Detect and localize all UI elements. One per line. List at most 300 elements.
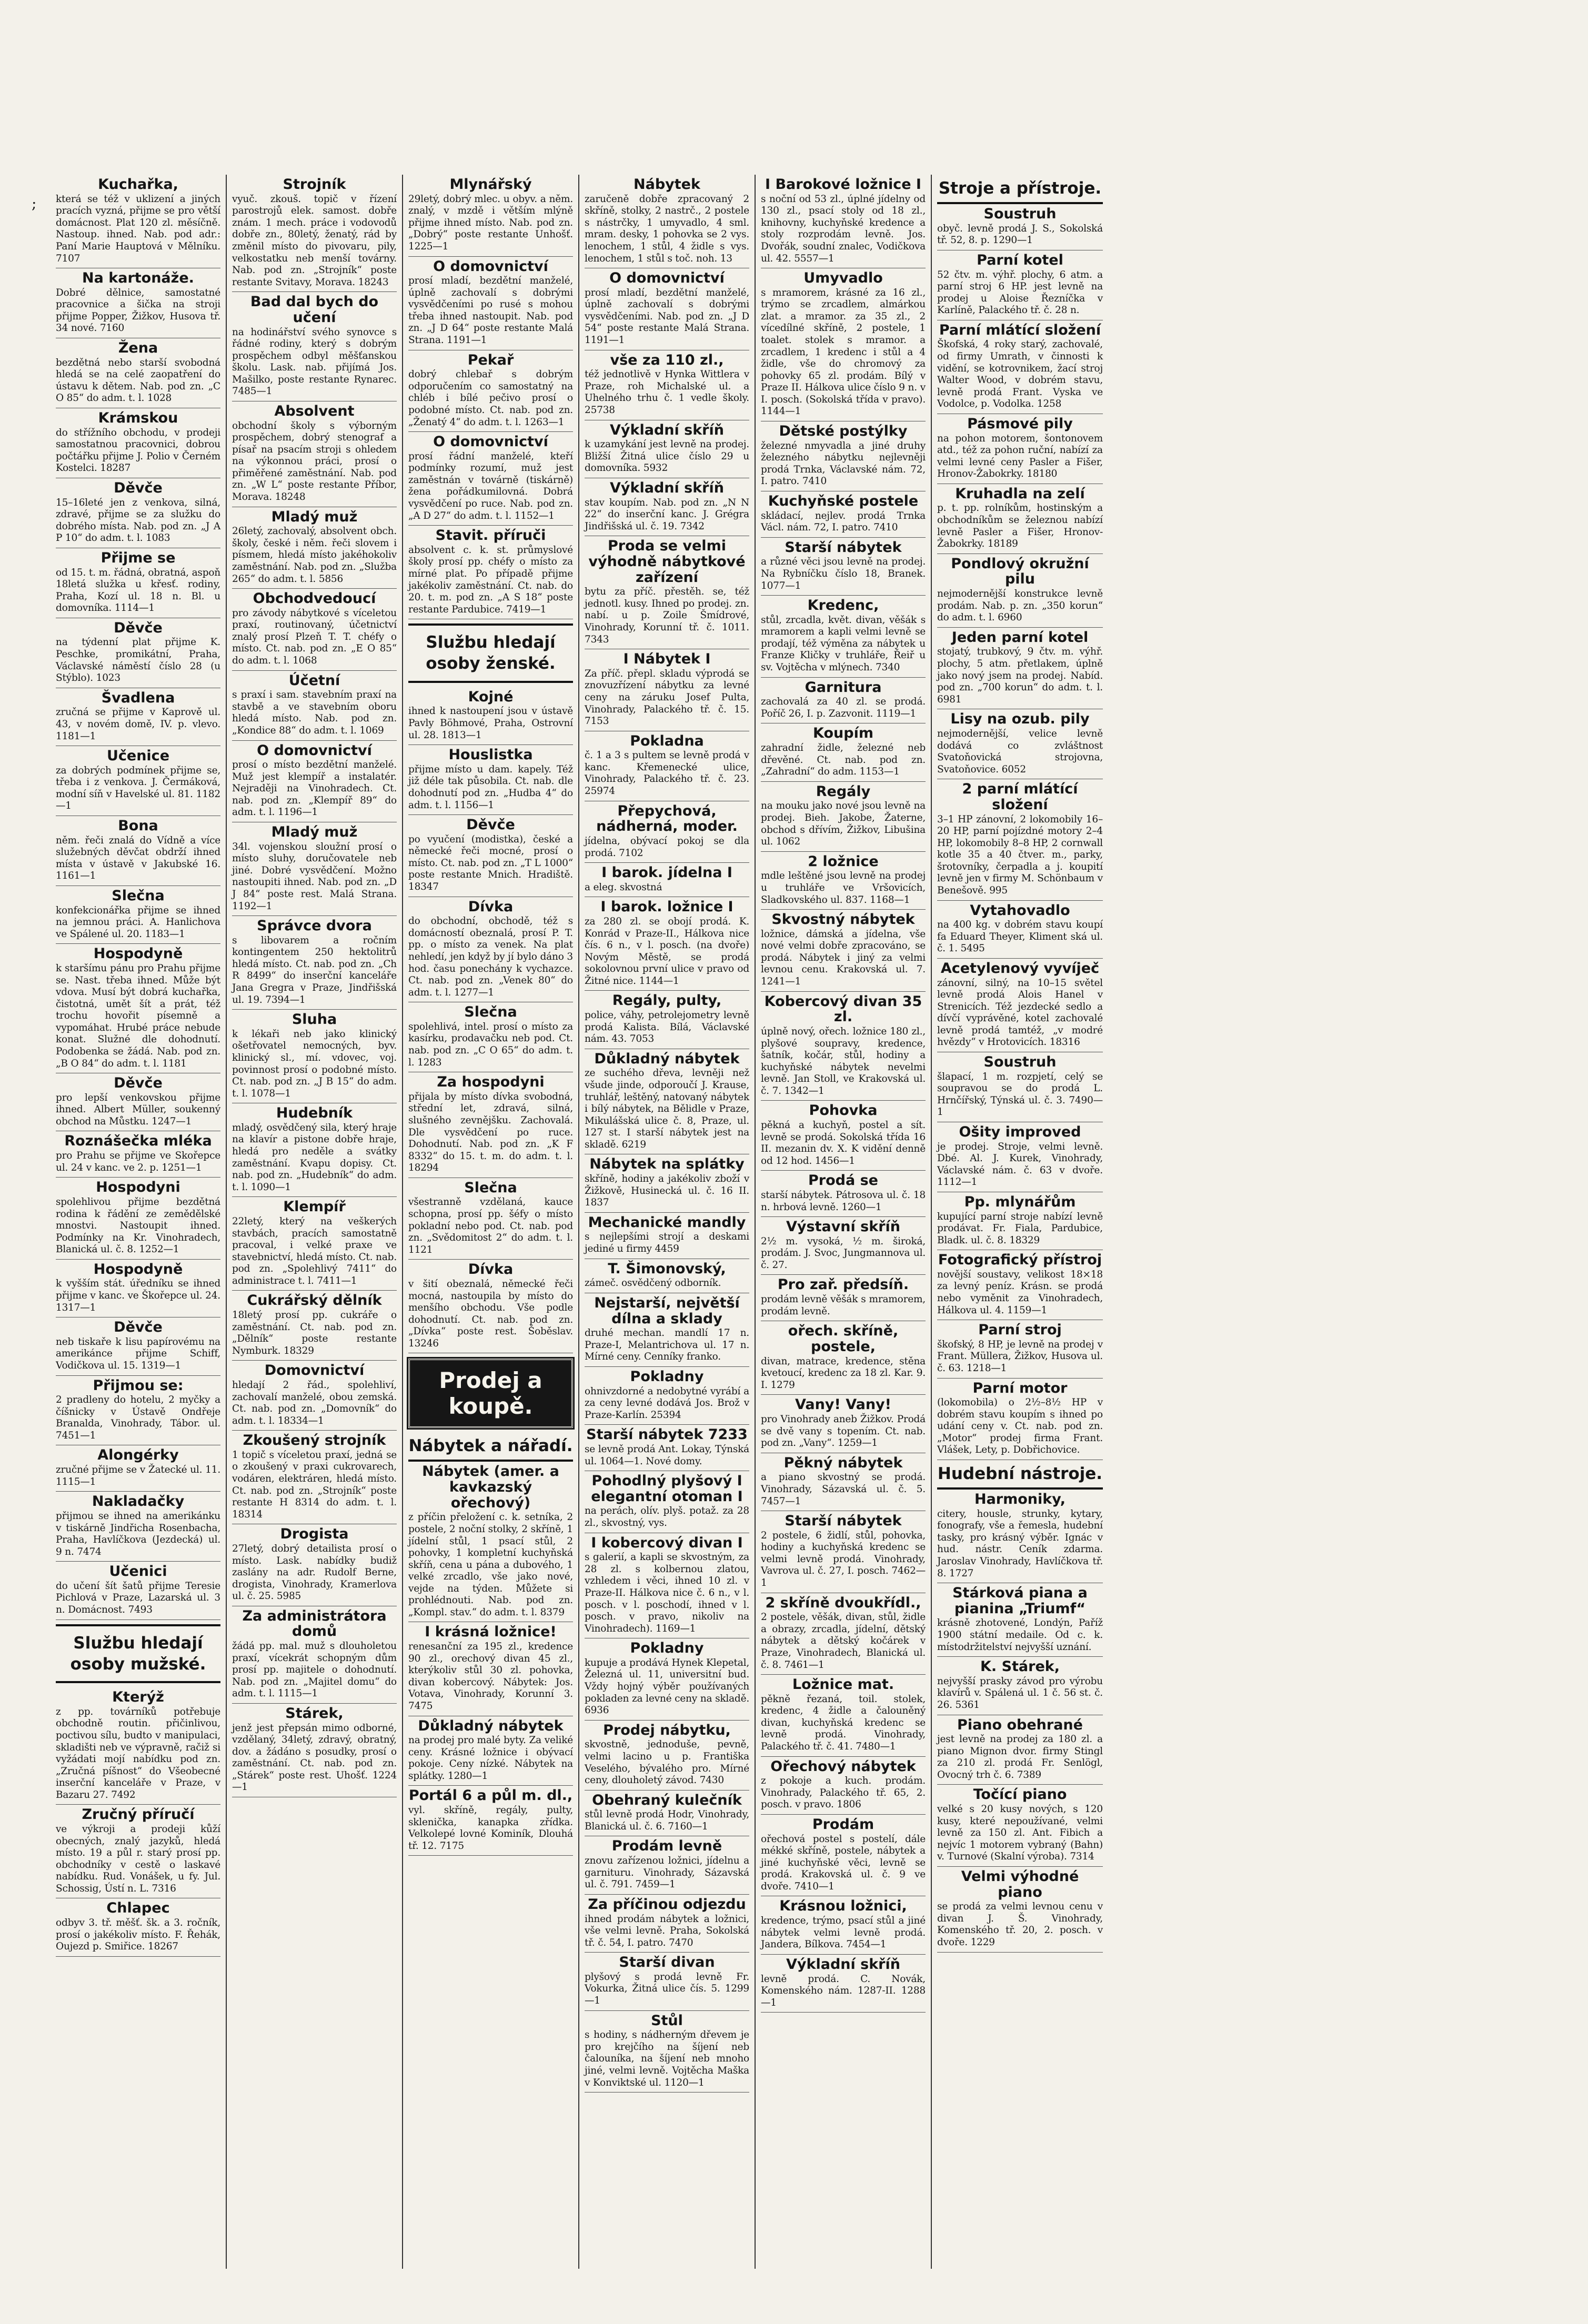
classified-ad	[761, 1275, 926, 1321]
ad-text: stojatý, trubkový, 9 čtv. m. výhř. plochy, 5 atm. přetlakem, úplně jako nový jsem na prodej. Nabíd. pod zn. „700 korun“ do adm. t. l. 6981	[937, 646, 1103, 705]
ad-title: Stárek,	[285, 1705, 344, 1722]
ad-text: stůl levně prodá Hodr, Vinohrady, Blanická ul. č. 6. 7160—1	[585, 1809, 749, 1832]
ad-text: znovu zařízenou ložnici, jídelnu a garnituru. Vinohrady, Sázavská ul. č. 791. 7459—1	[585, 1855, 749, 1890]
ad-text: mladý, osvědčený sila, který hraje na klavír a pistone dobře hraje, hledá pro neděle a svátky zaměstnání. Kvapu dopisy. Ct. nab. pod zn. „Hudebník“ do adm. t. l. 1090—1	[232, 1122, 397, 1193]
classified-ad	[232, 1431, 397, 1524]
ad-title: Přijmou se:	[93, 1377, 184, 1394]
ad-title: Bad dal bych do učení	[250, 294, 379, 326]
ad-text: škofský, 8 HP, je levně na prodej v Frant. Müllera, Žižkov, Husova ul. č. 63. 1218—1	[937, 1339, 1103, 1374]
ad-title: Hudebník	[276, 1105, 353, 1122]
margin-mark: ;	[32, 195, 37, 212]
ad-text: starší nábytek. Pátrosova ul. č. 18 n. hrbová levně. 1260—1	[761, 1189, 926, 1213]
classified-ad	[937, 1250, 1103, 1320]
ad-title: Pp. mlynářům	[964, 1193, 1076, 1210]
category-heading: Nábytek a nářadí.	[408, 1432, 573, 1462]
classified-ad	[937, 779, 1103, 900]
ad-text: s praxí i sam. stavebním praxí na stavbě a ve stavebním oboru hledá místo. Nab. pod zn. „Kondice 88“ do adm. t. l. 1069	[232, 689, 397, 736]
ad-title: Drogista	[280, 1526, 349, 1543]
classified-ad	[408, 687, 573, 745]
classified-ad	[585, 420, 749, 478]
classified-ad	[232, 1103, 397, 1197]
classified-ad	[56, 688, 220, 746]
ad-title: Nakladačky	[92, 1493, 185, 1510]
ad-title: Zručný příručí	[82, 1806, 195, 1823]
classified-ad	[937, 1490, 1103, 1583]
classified-ad	[761, 723, 926, 781]
ad-title: Absolvent	[274, 403, 355, 419]
ad-text: ihned prodám nábytek a ložnici, vše velmi levně. Praha, Sokolská tř. č. 54, I. patro. 7470	[585, 1913, 749, 1948]
ad-text: velké s 20 kusy nových, s 120 kusy, které nepoužívané, velmi levně za 150 zl. Ant. Fibich a nejvíc 1 motorem vybraný (Bahn) v. Turnové (Skalní výroba). 7314	[937, 1804, 1103, 1863]
classified-ad	[937, 484, 1103, 554]
classified-ad	[56, 478, 220, 548]
ad-text: police, váhy, petrolejometry levně prodá Kalista. Bílá, Václavské nám. 43. 7053	[585, 1010, 749, 1045]
ad-title: Výstavní skříň	[786, 1219, 900, 1235]
ad-title: Učenice	[106, 748, 170, 764]
ad-text: k lékaři neb jako klinický ošetřovatel nemocných, byv. klinický sl., mí. vdovec, voj. povinnost prosí o podobné místo. Ct. nab. pod zn. „J B 15“ do adm. t. l. 1078—1	[232, 1028, 397, 1099]
classified-ad	[761, 1453, 926, 1511]
ad-title: Chlapec	[106, 1900, 170, 1917]
ad-title: Cukrářský dělník	[247, 1292, 382, 1309]
ad-title: Učenici	[109, 1563, 167, 1580]
ad-text: Škofská, 4 roky starý, zachovalé, od firmy Umrath, v činnosti k vidění, se kotrovnikem, žací stroj Walter Wood, v dobrém stavu, levně prodá Frant. Vyska ve Vodolce, p. Vodolka. 1258	[937, 339, 1103, 410]
ad-text: ložnice, dámská a jídelna, vše nové velmi dobře zpracováno, se prodá. Nábytek i jiný za velmi levnou cenu. Krakovská ul. 7. 1241—1	[761, 928, 926, 987]
ad-title: I Nábytek I	[623, 651, 711, 668]
classified-ad	[56, 1687, 220, 1805]
ad-title: I Barokové ložnice I	[765, 176, 921, 193]
classified-ad	[232, 1361, 397, 1431]
ad-text: na prodej pro malé byty. Za veliké ceny. Krásné ložnice i obývací pokoje. Ceny nízké. Nábytek na splátky. 1280—1	[408, 1735, 573, 1782]
classified-ad	[761, 1896, 926, 1954]
ad-title: Kuchyňské postele	[768, 492, 919, 509]
classified-ad	[408, 432, 573, 526]
ad-text: kupuje a prodává Hynek Klepetal, Železná ul. 11, universitní bud. Vždy hojný výběr používaných pokladen za levné ceny na skladě. 6936	[585, 1657, 749, 1716]
classified-ad	[585, 1293, 749, 1367]
ad-text: skládací, nejlev. prodá Trnka Václ. nám. 72, I. patro. 7410	[761, 510, 926, 534]
ad-title: Nejstarší, největší dílna a sklady	[594, 1294, 740, 1327]
ad-text: pro lepší venkovskou přijme ihned. Albert Müller, soukenný obchod na Můstku. 1247—1	[56, 1092, 220, 1127]
classified-ad	[937, 1052, 1103, 1122]
ad-text: k uzamykání jest levně na prodej. Bližší Žitná ulice číslo 29 u domovníka. 5932	[585, 439, 749, 474]
ad-text: jest levně na prodej za 180 zl. a piano Mignon dvor. firmy Stingl za 210 zl. prodá Fr. Senlögl, Ovocný trh č. 6. 7389	[937, 1734, 1103, 1780]
ad-text: 2 postele, 6 židlí, stůl, pohovka, hodiny a kuchyňská kredenc se velmi levně prodá. Vinohrady, Vavrova ul. č. 27, I. posch. 7462—1	[761, 1530, 926, 1588]
classified-ad	[937, 414, 1103, 484]
classified-ad	[232, 1197, 397, 1291]
classified-ad	[585, 175, 749, 268]
ad-text: do obchodní, obchodě, též s domácností obeznalá, prosí P. T. pp. o místo za venek. Na plat nehledí, jen když by jí bylo dáno 3 hod. času ponechány k vychazce. Ct. nab. pod zn. „Venek 80“ do adm. t. l. 1277—1	[408, 915, 573, 998]
ad-title: Stůl	[651, 2012, 683, 2029]
classified-ad	[56, 1445, 220, 1492]
classified-ad	[56, 1131, 220, 1178]
classified-ad	[56, 816, 220, 886]
ad-title: Nábytek na splátky	[589, 1156, 745, 1173]
ad-title: Acetylenový vyvíječ	[940, 960, 1100, 977]
classified-ad	[232, 1704, 397, 1797]
classified-ad	[585, 731, 749, 801]
ad-title: I barok. jídelna I	[601, 864, 732, 881]
ad-title: Kojné	[468, 688, 514, 705]
classified-ad	[937, 959, 1103, 1052]
ad-title: O domovnictví	[609, 270, 725, 287]
ad-title: Kredenc,	[807, 597, 879, 614]
ad-title: Garnitura	[805, 679, 882, 696]
ad-title: Starší nábytek 7233	[586, 1426, 748, 1443]
section-banner: Prodej a koupě.	[408, 1359, 573, 1428]
ad-text: z pokoje a kuch. prodám. Vinohrady, Palackého tř. 65, 2. posch. v pravo. 1806	[761, 1775, 926, 1810]
section-heading: Službu hledají osoby mužské.	[56, 1624, 220, 1684]
classified-ad	[585, 1790, 749, 1837]
ad-text: ohnivzdorné a nedobytné vyrábí a za ceny levné dodává Jos. Brož v Praze-Karlín. 25394	[585, 1385, 749, 1421]
ad-title: Pásmové pily	[967, 415, 1073, 432]
classified-ad	[761, 491, 926, 538]
ad-title: Prodám levně	[611, 1838, 722, 1855]
ad-text: po vyučení (modistka), české a německé řeči mocné, prosí o místo. Ct. nab. pod zn. „T L 1000“ poste restante Mnich. Hradiště. 18347	[408, 833, 573, 893]
classified-ad	[56, 1562, 220, 1619]
ad-text: přijala by místo dívka svobodná, střední let, zdravá, silná, slušného zevnějšku. Zachovalá. Dle vysvědčení po ruce. Dohodnutí. Nab. pod zn. „K F 8332“ do 15. t. m. do adm. t. l. 18294	[408, 1091, 573, 1174]
ad-text: na 400 kg. v dobrém stavu koupí fa Eduard Theyer, Kliment ská ul. č. 1. 5495	[937, 919, 1103, 954]
column-5	[756, 175, 932, 2269]
ad-text: kupující parní stroje nabízí levně prodávat. Fr. Fiala, Pardubice, Bladk. ul. č. 8. 18329	[937, 1211, 1103, 1246]
ad-text: něm. řeči znalá do Vídně a více služebných děvčat obdrží ihned místa v ústavě v Jakubské 16. 1161—1	[56, 834, 220, 882]
ad-title: K. Stárek,	[980, 1658, 1060, 1675]
classified-ad	[937, 204, 1103, 250]
ad-title: Lisy na ozub. pily	[950, 711, 1090, 728]
ad-title: Roznášečka mléka	[64, 1133, 212, 1150]
ad-text: skvostně, jednoduše, pevně, velmi lacino u p. Františka Veselého, bývalého pro. Mírné ceny, dlouholetý závod. 7430	[585, 1739, 749, 1786]
ad-title: Vytahovadlo	[970, 902, 1070, 919]
ad-title: Prodám	[812, 1816, 875, 1833]
ad-title: Přijme se	[100, 549, 176, 566]
classified-ad	[585, 1638, 749, 1721]
ad-text: s libovarem a ročním kontingentem 250 hektolitrů hledá místo. Ct. nab. pod zn. „Ch R 8499“ do inserční kanceláře Jana Gregra v Praze, Jindřišská ul. 19. 7394—1	[232, 934, 397, 1005]
ad-text: 52 čtv. m. výhř. plochy, 6 atm. a parní stroj 6 HP. jest levně na prodej u Aloise Řezníčka v Karlíně, Palackého tř. č. 28 n.	[937, 269, 1103, 316]
ad-text: 18letý prosí pp. cukráře o zaměstnání. Ct. nab. pod zn. „Dělník“ poste restante Nymburk. 18329	[232, 1310, 397, 1356]
ad-text: krásně zhotovené, Londýn, Paříž 1900 státní medaile. Od c. k. místodržitelství nejvyšší uznání.	[937, 1617, 1103, 1653]
ad-text: zahradní židle, železné neb dřevěné. Ct. nab. pod zn. „Zahradní“ do adm. 1153—1	[761, 742, 926, 778]
ad-title: Stavit. příruči	[435, 527, 546, 544]
ad-text: č. 1 a 3 s pultem se levně prodá v kanc. Křemenecké ulice, Vinohrady, Palackého tř. č. 23. 25974	[585, 750, 749, 797]
ad-text: s noční od 53 zl., úplné jídelny od 130 zl., psací stoly od 18 zl., knihovny, kuchyňské kredence a stoly rozprodám levně. Jos. Dvořák, soudní znalec, Vodičkova ul. 42. 5557—1	[761, 193, 926, 264]
ad-title: I krásná ložnice!	[425, 1624, 557, 1641]
ad-text: nejvyšší prasky závod pro výrobu klavírů v. Spálená ul. 1 č. 56 st. č. 26. 5361	[937, 1675, 1103, 1711]
ad-title: Pro zař. předsíň.	[777, 1276, 909, 1293]
ad-text: jídelna, obývací pokoj se dla prodá. 7102	[585, 835, 749, 859]
ad-text: nejmodernější konstrukce levně prodám. Nab. p. zn. „350 korun“ do adm. t. l. 6960	[937, 588, 1103, 623]
ad-title: Mlynářský	[449, 176, 532, 193]
ad-text: na týdenní plat přijme K. Peschke, promikátní, Praha, Václavské náměstí číslo 28 (u Stýblo). 1023	[56, 637, 220, 684]
ad-text: ze suchého dřeva, levněji než všude jinde, odporoučí J. Krause, truhlář, leštěný, natovaný nábytek i bílý nábytek, na Bělidle v Praze, Mikulášská ulice č. 8, Praze, ul. 127 st. I starší nábytek jest na skladě. 6219	[585, 1068, 749, 1150]
ad-text: 27letý, dobrý detailista prosí o místo. Lask. nabídky budiž zaslány na adr. Rudolf Berne, drogista, Vinohrady, Kramerlova ul. č. 25. 5985	[232, 1543, 397, 1602]
ad-title: I kobercový divan I	[591, 1534, 743, 1551]
ad-title: Fotografický přístroj	[938, 1252, 1102, 1269]
ad-text: zachovalá za 40 zl. se prodá. Poříč 26, I. p. Zazvonit. 1119—1	[761, 696, 926, 719]
classified-ad	[761, 1217, 926, 1275]
ad-text: plyšový s prodá levně Fr. Vokurka, Žitná ulice čís. 5. 1299—1	[585, 1971, 749, 2006]
ad-title: Účetní	[288, 672, 340, 689]
ad-title: Dívka	[468, 1261, 514, 1278]
ad-title: Mladý muž	[271, 508, 358, 525]
ad-title: Ošity improved	[959, 1123, 1081, 1140]
classified-ad	[761, 1101, 926, 1171]
classified-ad	[937, 1867, 1103, 1953]
ad-text: bytu za příč. přestěh. se, též jednotl. kusy. Ihned po prodej. zn. nabí. u p. Zoile Šmídrové, Vinohrady, Korunní tř. č. 1011. 7343	[585, 586, 749, 645]
classified-ad	[937, 1657, 1103, 1715]
classified-ad	[585, 478, 749, 536]
ad-title: Děvče	[114, 1075, 163, 1092]
ad-title: Strojník	[283, 176, 346, 193]
classified-ad	[585, 1533, 749, 1639]
ad-text: na perách, olív. plyš. potaž. za 28 zl., skvostný, vys.	[585, 1505, 749, 1528]
classified-ad	[408, 175, 573, 257]
ad-text: dobrý chlebař s dobrým odporučením co samostatný na chléb i bílé pečivo prosí o podobné místo. Ct. nab. pod zn. „Ženatý 4“ do adm. t. l. 1263—1	[408, 369, 573, 428]
classified-ad	[585, 1721, 749, 1790]
classified-ad	[761, 910, 926, 992]
classified-ad	[408, 1622, 573, 1716]
ad-title: Soustruh	[983, 206, 1057, 222]
ad-text: žádá pp. mal. muž s dlouholetou praxí, vícekrát schopným dům prosí pp. majitele o dohodnutí. Nab. pod zn. „Majitel domu“ do adm. t. l. 1115—1	[232, 1641, 397, 1699]
ad-text: 3–1 HP zánovní, 2 lokomobily 16–20 HP, parní pojízdné motory 2–4 HP, lokomobily 8–8 HP, 2 cornwall kotle 35 a 40 čtver. m., parky, šrotovníky, čerpadla a j. koupití levně jen v firmy M. Schönbaum v Benešově. 995	[937, 813, 1103, 896]
ad-text: prosí mladí, bezdětní manželé, úplně zachovalí s dobrými vysvědčeními. Nab. pod zn. „J D 54“ poste restante Malá Strana. 1191—1	[585, 287, 749, 346]
ad-title: Přepychová, nádherná, moder.	[596, 802, 738, 835]
classified-ad	[408, 897, 573, 1003]
ad-title: I barok. ložnice I	[600, 899, 733, 915]
classified-ad	[56, 944, 220, 1073]
ad-title: Nábytek (amer. a kavkazský ořechový)	[422, 1463, 559, 1511]
ad-text: s hodiny, s nádherným dřevem je pro krejčího na šíjení neb čalouníka, na šíjení neb mnoho jiné, velmi levně. Vojtěcha Maška v Konviktské ul. 1120—1	[585, 2029, 749, 2088]
classified-ad	[232, 1606, 397, 1704]
classified-ad	[232, 401, 397, 507]
column-4	[579, 175, 756, 2269]
category-heading: Hudební nástroje.	[937, 1460, 1103, 1490]
ad-title: Slečna	[464, 1004, 517, 1021]
ad-title: Pokladny	[630, 1368, 704, 1385]
classified-ad	[761, 1321, 926, 1395]
classified-ad	[56, 1178, 220, 1260]
ad-title: Za administrátora domů	[242, 1607, 387, 1640]
classified-ad	[232, 507, 397, 589]
classified-ad	[408, 815, 573, 897]
ad-title: Hospodyni	[96, 1179, 180, 1196]
ad-title: Točící piano	[973, 1786, 1067, 1803]
classified-ad	[761, 175, 926, 268]
ad-text: prodám levně věšák s mramorem, prodám levně.	[761, 1294, 926, 1317]
ad-title: Vany! Vany!	[795, 1396, 891, 1413]
ad-title: Výkladní skříň	[786, 1956, 900, 1973]
ad-title: Kruhadla na zelí	[955, 485, 1085, 502]
ad-text: bezdětná nebo starší svobodná hledá se na celé zaopatření do ústavu k dětem. Nab. pod zn. „C O 85“ do adm. t. l. 1028	[56, 357, 220, 404]
ad-title: Obchodvedoucí	[253, 590, 376, 607]
classified-ad	[761, 538, 926, 596]
ad-title: Parní motor	[972, 1380, 1068, 1396]
ad-title: Děvče	[114, 619, 163, 636]
classified-ad	[937, 1379, 1103, 1461]
ad-text: novější soustavy, velikost 18×18 za levný peníz. Krásn. se prodá nebo vyměnit za Vinohradech, Hálkova ul. 4. 1159—1	[937, 1269, 1103, 1316]
ad-text: za dobrých podmínek přijme se, třeba i z venkova. J. Čermáková, modní síň v Havelské ul. 81. 1182—1	[56, 764, 220, 812]
classified-ad	[56, 1260, 220, 1317]
ad-text: odbyv 3. tř. měšť. šk. a 3. ročník, prosí o jakékoliv místo. F. Řehák, Oujezd p. Smiřice. 18267	[56, 1917, 220, 1953]
ad-title: T. Šimonovský,	[608, 1260, 726, 1277]
ad-text: pro Prahu se přijme ve Skořepce ul. 24 v kanc. ve 2. p. 1251—1	[56, 1150, 220, 1173]
ad-text: k staršímu pánu pro Prahu přijme se. Nast. třeba ihned. Může být vdova. Musí být dobrá kuchařka, čistotná, umět šít a prát, též trochu hovořit písemně a vypomáhat. Hrubé práce nebude konat. Služné dle dohodnutí. Podobenka se žádá. Nab. pod zn. „B O 84“ do adm. t. l. 1181	[56, 963, 220, 1069]
ad-title: Krásnou ložnici,	[779, 1898, 907, 1915]
ad-title: Portál 6 a půl m. dl.,	[408, 1787, 573, 1804]
classified-ad	[585, 1213, 749, 1259]
classified-ad	[585, 991, 749, 1049]
column-2	[227, 175, 403, 2269]
ad-text: s mramorem, krásné za 16 zl., trýmo se zrcadlem, almárkou zlat. a mramor. za 35 zl., 2 vícedílné skříně, 2 postele, 1 toalet. stolek s mramor. a zrcadlem, 1 kredenc i stůl a 4 židle, vše do chromový za pohovky 65 zl. prodám. Bílý v Praze II. Hálkova ulice číslo 9 n. v I. posch. (Sokolská třída v pravo). 1144—1	[761, 287, 926, 417]
classified-ad	[585, 1471, 749, 1533]
classified-ad	[56, 618, 220, 688]
ad-title: Žena	[118, 340, 158, 356]
ad-title: Nábytek	[634, 176, 700, 193]
ad-text: stav koupím. Nab. pod zn. „N N 22“ do inserční kanc. J. Grégra Jindřišská ul. č. 19. 7342	[585, 497, 749, 532]
classified-ad	[232, 292, 397, 401]
ad-text: 34l. vojenskou sloužní prosí o místo sluhy, doručovatele neb jiné. Dobré vysvědčení. Možno nastoupiti ihned. Nab. pod zn. „D J 84“ poste rest. Malá Strana. 1192—1	[232, 841, 397, 912]
ad-text: p. t. pp. rolníkům, hostinským a obchodníkům se železnou nabízí levně Pasler a Fišer, Hronov-Žabokrky. 18189	[937, 502, 1103, 550]
classified-ad	[56, 408, 220, 478]
category-heading: Stroje a přístroje.	[937, 175, 1103, 204]
ad-text: přijmou se ihned na amerikánku v tiskárně Jindřicha Rosenbacha, Praha, Havlíčkova (Jezdecká) ul. 9 n. 7474	[56, 1510, 220, 1557]
classified-ad	[56, 268, 220, 338]
classified-ad	[761, 421, 926, 491]
classified-ad	[937, 1583, 1103, 1657]
ad-title: Pokladna	[630, 732, 704, 749]
ad-title: Děvče	[114, 1319, 163, 1336]
classified-ad	[761, 1675, 926, 1757]
ad-title: Domovnictví	[264, 1362, 365, 1379]
classified-ad	[761, 1955, 926, 2013]
classified-ad	[585, 2011, 749, 2093]
ad-title: Obehraný kulečník	[592, 1792, 742, 1808]
ad-text: renesanční za 195 zl., kredence 90 zl., orechový divan 45 zl., kterýkoliv stůl 30 zl. pohovka, divan kobercový. Nábytek: Jos. Votava, Vinohrady, Korunní 3. 7475	[408, 1641, 573, 1712]
classified-ad	[761, 1395, 926, 1453]
ad-text: spolehlivou přijme bezdětná rodina k řádění ze zemědělské mnostvi. Nastoupit ihned. Podmínky na Kr. Vinohradech, Blanická ul. č. 8. 1252—1	[56, 1196, 220, 1255]
ad-text: neb tiskaře k lisu papírovému na amerikánce přijme Schiff, Vodičkova ul. 15. 1319—1	[56, 1336, 220, 1371]
column-1	[51, 175, 227, 2269]
ad-text: železné nmyvadla a jiné druhy železného nábytku nejlevněji prodá Trnka, Václavské nám. 72, I. patro. 7410	[761, 440, 926, 487]
ad-text: obchodní školy s výborným prospěchem, dobrý stenograf a písař na psacím stroji s ohledem na výkonnou práci, prosí o přiměřené zaměstnání. Nab. pod zn. „W L“ poste restante Příbor, Morava. 18248	[232, 420, 397, 502]
classified-ad	[585, 536, 749, 649]
ad-text: kredence, trýmo, psací stůl a jiné nábytek velmi levně prodá. Jandera, Bílkova. 7454—1	[761, 1915, 926, 1950]
ad-title: Prodá se	[808, 1172, 878, 1189]
ad-text: všestranně vzdělaná, kauce schopna, prosí pp. šéfy o místo pokladní nebo pod. Ct. nab. pod zn. „Svědomitost 2“ do adm. t. l. 1121	[408, 1196, 573, 1255]
ad-title: Zkoušený strojník	[243, 1432, 386, 1449]
ad-title: Regály	[816, 783, 871, 800]
classified-ad	[56, 338, 220, 408]
ad-text: do střížního obchodu, v prodeji samostatnou pracovnici, dobrou počtářku přijme J. Polio v Černém Kostelci. 18287	[56, 427, 220, 474]
classified-ad	[408, 1002, 573, 1072]
classified-ad	[408, 1786, 573, 1856]
newspaper-classifieds-page	[51, 175, 1550, 2269]
classified-ad	[585, 801, 749, 863]
classified-ad	[408, 1716, 573, 1786]
ad-text: 29letý, dobrý mlec. u obyv. a něm. znalý, v mzdě i větším mlýně přijme ihned místo. Nab. pod zn. „Dobrý“ poste restante Unhošť. 1225—1	[408, 193, 573, 252]
ad-text: pro závody nábytkové s víceletou praxí, routinovaný, účetnictví znalý prosí Plzeň T. T. chéfy o místo. Ct. nab. pod zn. „E O 85“ do adm. t. l. 1068	[232, 607, 397, 666]
ad-title: Jeden parní kotel	[951, 629, 1089, 646]
classified-ad	[232, 916, 397, 1010]
ad-text: druhé mechan. mandlí 17 n. Praze-I, Melantrichova ul. 17 n. Mírné ceny. Cenníky franko.	[585, 1327, 749, 1363]
classified-ad	[56, 175, 220, 268]
column-6	[932, 175, 1108, 2269]
ad-title: Parní kotel	[977, 251, 1063, 268]
ad-text: též jednotlivě v Hynka Wittlera v Praze, roh Michalské ul. a Uhelného trhu č. 1 vedle školy. 25738	[585, 369, 749, 416]
classified-ad	[585, 1895, 749, 1953]
ad-title: Pohodlný plyšový I elegantní otoman I	[591, 1473, 743, 1505]
ad-text: konfekcionářka přijme se ihned na jemnou práci. A. Hanlichova ve Spálené ul. 20. 1183—1	[56, 904, 220, 940]
ad-text: nejmodernější, velice levně dodává co zvláštnost Svatoňovická strojovna, Svatoňovice. 6052	[937, 728, 1103, 775]
ad-title: Za hospodyni	[437, 1074, 545, 1091]
ad-text: ořechová postel s postelí, dále mékké skříně, postele, nábytek a jiné kuchyňské věci, levně se prodá. Krakovská ul. č. 9 ve dvoře. 7410—1	[761, 1833, 926, 1892]
ad-title: Děvče	[114, 479, 163, 496]
ad-text: vyuč. zkouš. topič v řízení parostrojů elek. samost. dobře znám. 1 mech. práce i vodovodů dobře zn., 80letý, ženatý, rád by změnil místo do pivovaru, pily, velkostatku neb menší továrny. Nab. pod zn. „Strojník“ poste restante Svitavy, Morava. 18243	[232, 193, 397, 288]
ad-title: Kuchařka,	[98, 176, 178, 193]
ad-title: Dětské postýlky	[779, 422, 908, 439]
ad-title: 2 skříně dvoukřídl.,	[765, 1594, 921, 1611]
ad-title: Houslistka	[448, 747, 533, 763]
ad-text: zaručeně dobře zpracovaný 2 skříně, stolky, 2 nastrč., 2 postele s nástrčky, 1 umyvadlo, 4 sml. mram. desky, 1 pohovka se 2 vys. lenochem, 1 stůl, 4 židle s vys. lenochem, 1 stůl s toč. noh. 13	[585, 193, 749, 264]
ad-text: za 280 zl. se obojí prodá. K. Konrád v Praze-II., Hálkova nice čís. 6 n., v l. posch. (na dvoře) Novým Městě, se prodá sokolovnou první ulice v pravo od Žitné nice. 1144—1	[585, 916, 749, 987]
ad-title: Výkladní skříň	[610, 421, 724, 438]
ad-title: Bona	[118, 818, 158, 834]
classified-ad	[761, 992, 926, 1101]
classified-ad	[232, 741, 397, 823]
ad-title: Parní mlátící složení	[939, 321, 1101, 338]
classified-ad	[232, 589, 397, 671]
ad-title: Soustruh	[983, 1053, 1057, 1070]
classified-ad	[585, 1425, 749, 1471]
ad-text: pěkná a kuchyň, postel a sít. levně se prodá. Sokolská třída 16 II. mezanin dv. X. K vidění denně od 12 hod. 1456—1	[761, 1120, 926, 1166]
ad-text: Za příč. přepl. skladu výprodá se znovuzřízení nábytku za levné ceny na záruku Josef Pulta, Vinohrady, Palackého tř. č. 15. 7153	[585, 668, 749, 727]
ad-text: ve výkroji a prodeji kůží obecných, znalý jazyků, hledá místo. 19 a půl r. starý prosí pp. obchodníky v cestě o laskavé nabídku. Rud. Vonášek, u fy. Jul. Schossig, Ústí n. L. 7316	[56, 1824, 220, 1894]
classified-ad	[56, 1376, 220, 1446]
classified-ad	[408, 350, 573, 432]
ad-title: Ořechový nábytek	[770, 1758, 916, 1775]
classified-ad	[761, 1815, 926, 1897]
ad-title: Slečna	[464, 1179, 517, 1196]
ad-title: Proda se velmi výhodně nábytkové zařízení	[588, 538, 746, 586]
classified-ad	[937, 1785, 1103, 1867]
classified-ad	[585, 1259, 749, 1293]
ad-title: Pokladny	[630, 1640, 704, 1657]
ad-text: která se též v uklizení a jiných pracích vyzná, přijme se pro větší domácnost. Plat 120 zl. měsíčně. Nastoup. ihned. Nab. pod adr.: Paní Marie Hauptová v Mělníku. 7107	[56, 193, 220, 264]
ad-title: Pěkný nábytek	[783, 1454, 903, 1471]
ad-text: citery, housle, strunky, kytary, fonografy, vše a řemesla, hudební tasky, pro krásný výběr. Ignác v hud. nástr. Ceník zdarma. Jaroslav Vinohrady, Havlíčkova tř. 8. 1727	[937, 1508, 1103, 1579]
classified-ad	[56, 746, 220, 816]
ad-title: Správce dvora	[257, 918, 372, 934]
classified-ad	[585, 1836, 749, 1894]
classified-ad	[937, 1122, 1103, 1192]
classified-ad	[761, 1511, 926, 1593]
ad-text: prosí řádní manželé, kteří podmínky rozumí, muž jest zaměstnán v továrně (tiskárně) žena pořádkumilovná. Dobrá vysvědčení po ruce. Nab. pod zn. „A D 27“ do adm. t. l. 1152—1	[408, 450, 573, 521]
ad-text: stůl, zrcadla, květ. divan, věšák s mramorem a kapli velmi levně se prodají, též výměna za nábytek u Franze Kličky v truhláře, Řeiř u sv. Vojtěcha v mlýnech. 7340	[761, 614, 926, 673]
ad-text: skříně, hodiny a jakékoliv zboží v Žižkově, Husinecká ul. č. 16 II. 1837	[585, 1173, 749, 1209]
ad-text: pěkně řezaná, toil. stolek, kredenc, 4 židle a čalouněný divan, kuchyňská kredenc se levně prodá. Vinohrady, Palackého tř. č. 41. 7480—1	[761, 1693, 926, 1752]
classified-ad	[761, 782, 926, 852]
classified-ad	[937, 1320, 1103, 1378]
ad-title: Parní stroj	[978, 1322, 1062, 1339]
ad-text: 22letý, který na veškerých stavbách, pracích samostatně pracoval, i velké praxe ve stavebnictví, hledá místo. Ct. nab. pod zn. „Spolehlivý 7411“ do administrace t. l. 7411—1	[232, 1215, 397, 1286]
classified-ad	[937, 1192, 1103, 1250]
ad-text: absolvent c. k. st. průmyslové školy prosí pp. chéfy o místo za mírné plat. Po případě přijme jakékoliv zaměstnání. Ct. nab. do 20. t. m. pod zn. „A S 18“ poste restante Pardubice. 7419—1	[408, 544, 573, 615]
ad-title: Skvostný nábytek	[771, 911, 915, 928]
classified-ad	[761, 678, 926, 724]
classified-ad	[408, 1462, 573, 1622]
ad-text: s galerií, a kapli se skvostným, za 28 zl. s kolbernou zlatou, vzhledem i věci, ihned 10 zl. v Praze-II. Hálkova nice č. 6 n., v l. posch. v l. poschodí, ihned v l. posch. v pravo, nikoliv na Vinohradech). 1169—1	[585, 1552, 749, 1634]
ad-title: Kterýž	[112, 1689, 164, 1706]
ad-title: Stárková piana a pianina „Triumf“	[952, 1585, 1088, 1617]
ad-text: přijme místo u dam. kapely. Též již déle tak působila. Ct. nab. dle dohodnutí pod zn. „Hudba 4“ do adm. t. l. 1156—1	[408, 763, 573, 811]
ad-title: Výkladní skříň	[610, 479, 724, 496]
ad-text: na pohon motorem, šontonovem atd., též za pohon ruční, nabízí za velmi levné ceny Pasler a Fišer, Hronov-Žabokrky. 18180	[937, 432, 1103, 480]
